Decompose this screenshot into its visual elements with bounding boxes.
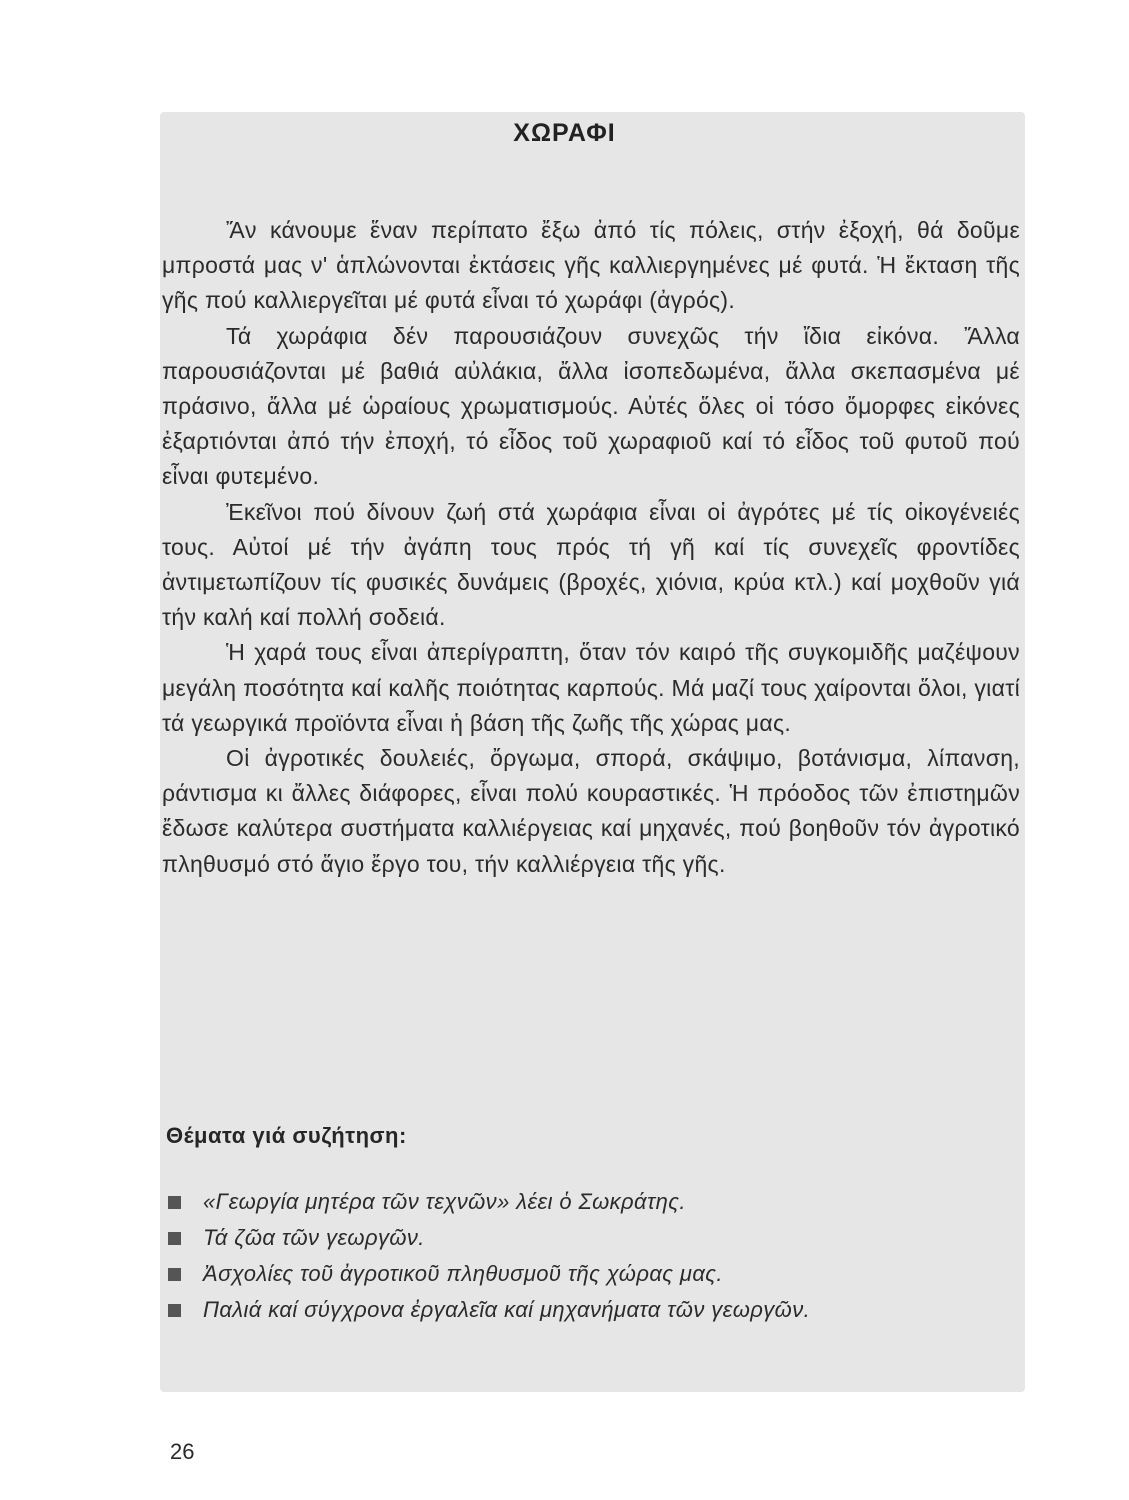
paragraph: Ἡ χαρά τους εἶναι ἀπερίγραπτη, ὅταν τόν καιρό τῆς συγκομιδῆς μαζέψουν μεγάλη ποσότητα καί καλῆς ποιότητας καρπούς. Μά μαζί τους χαίρονται ὅλοι, γιατί τά γεωργικά προϊόντα εἶναι ἡ βάση τῆς ζωῆς τῆς χώρας μας. (162, 639, 1020, 736)
square-bullet-icon (168, 1196, 181, 1209)
paragraph: Ἄν κάνουμε ἕναν περίπατο ἔξω ἀπό τίς πόλεις, στήν ἐξοχή, θά δοῦμε μπροστά μας ν' ἁπλώνονται ἐκτάσεις γῆς καλλιεργημένες μέ φυτά. Ἡ ἔκταση τῆς γῆς πού καλλιεργεῖται μέ φυτά εἶναι τό χωράφι (ἀγρός). (162, 217, 1020, 314)
topic-text: Ἀσχολίες τοῦ ἀγροτικοῦ πληθυσμοῦ τῆς χώρας μας. (203, 1261, 723, 1286)
list-item (168, 1292, 1028, 1328)
discussion-topics-list (168, 1184, 1028, 1328)
body-text (162, 213, 1020, 882)
paragraph: Οἱ ἀγροτικές δουλειές, ὄργωμα, σπορά, σκάψιμο, βοτάνισμα, λίπανση, ράντισμα κι ἄλλες διάφορες, εἶναι πολύ κουραστικές. Ἡ πρόοδος τῶν ἐπιστημῶν ἔδωσε καλύτερα συστήματα καλλιέργειας καί μηχανές, πού βοηθοῦν τόν ἀγροτικό πληθυσμό στό ἅγιο ἔργο του, τήν καλλιέργεια τῆς γῆς. (162, 745, 1020, 877)
list-item (168, 1256, 1028, 1292)
discussion-heading: Θέματα γιά συζήτηση: (166, 1123, 407, 1148)
page-title: ΧΩΡΑΦΙ (513, 119, 616, 147)
square-bullet-icon (168, 1304, 181, 1317)
page-number: 26 (170, 1439, 195, 1464)
list-item (168, 1220, 1028, 1256)
paragraph: Τά χωράφια δέν παρουσιάζουν συνεχῶς τήν ἴδια εἰκόνα. Ἄλλα παρουσιάζονται μέ βαθιά αὐλάκια, ἄλλα ἰσοπεδωμένα, ἄλλα σκεπασμένα μέ πράσινο, ἄλλα μέ ὡραίους χρωματισμούς. Αὐτές ὅλες οἱ τόσο ὄμορφες εἰκόνες ἐξαρτιόνται ἀπό τήν ἐποχή, τό εἶδος τοῦ χωραφιοῦ καί τό εἶδος τοῦ φυτοῦ πού εἶναι φυτεμένο. (162, 322, 1020, 490)
list-item (168, 1184, 1028, 1220)
topic-text: Τά ζῶα τῶν γεωργῶν. (203, 1225, 425, 1250)
square-bullet-icon (168, 1232, 181, 1245)
topic-text: «Γεωργία μητέρα τῶν τεχνῶν» λέει ὁ Σωκράτης. (203, 1189, 686, 1214)
square-bullet-icon (168, 1268, 181, 1281)
topic-text: Παλιά καί σύγχρονα ἐργαλεῖα καί μηχανήματα τῶν γεωργῶν. (203, 1297, 811, 1322)
paragraph: Ἐκεῖνοι πού δίνουν ζωή στά χωράφια εἶναι οἱ ἀγρότες μέ τίς οἰκογένειές τους. Αὐτοί μέ τήν ἀγάπη τους πρός τή γῆ καί τίς συνεχεῖς φροντίδες ἀντιμετωπίζουν τίς φυσικές δυνάμεις (βροχές, χιόνια, κρύα κτλ.) καί μοχθοῦν γιά τήν καλή καί πολλή σοδειά. (162, 498, 1020, 631)
